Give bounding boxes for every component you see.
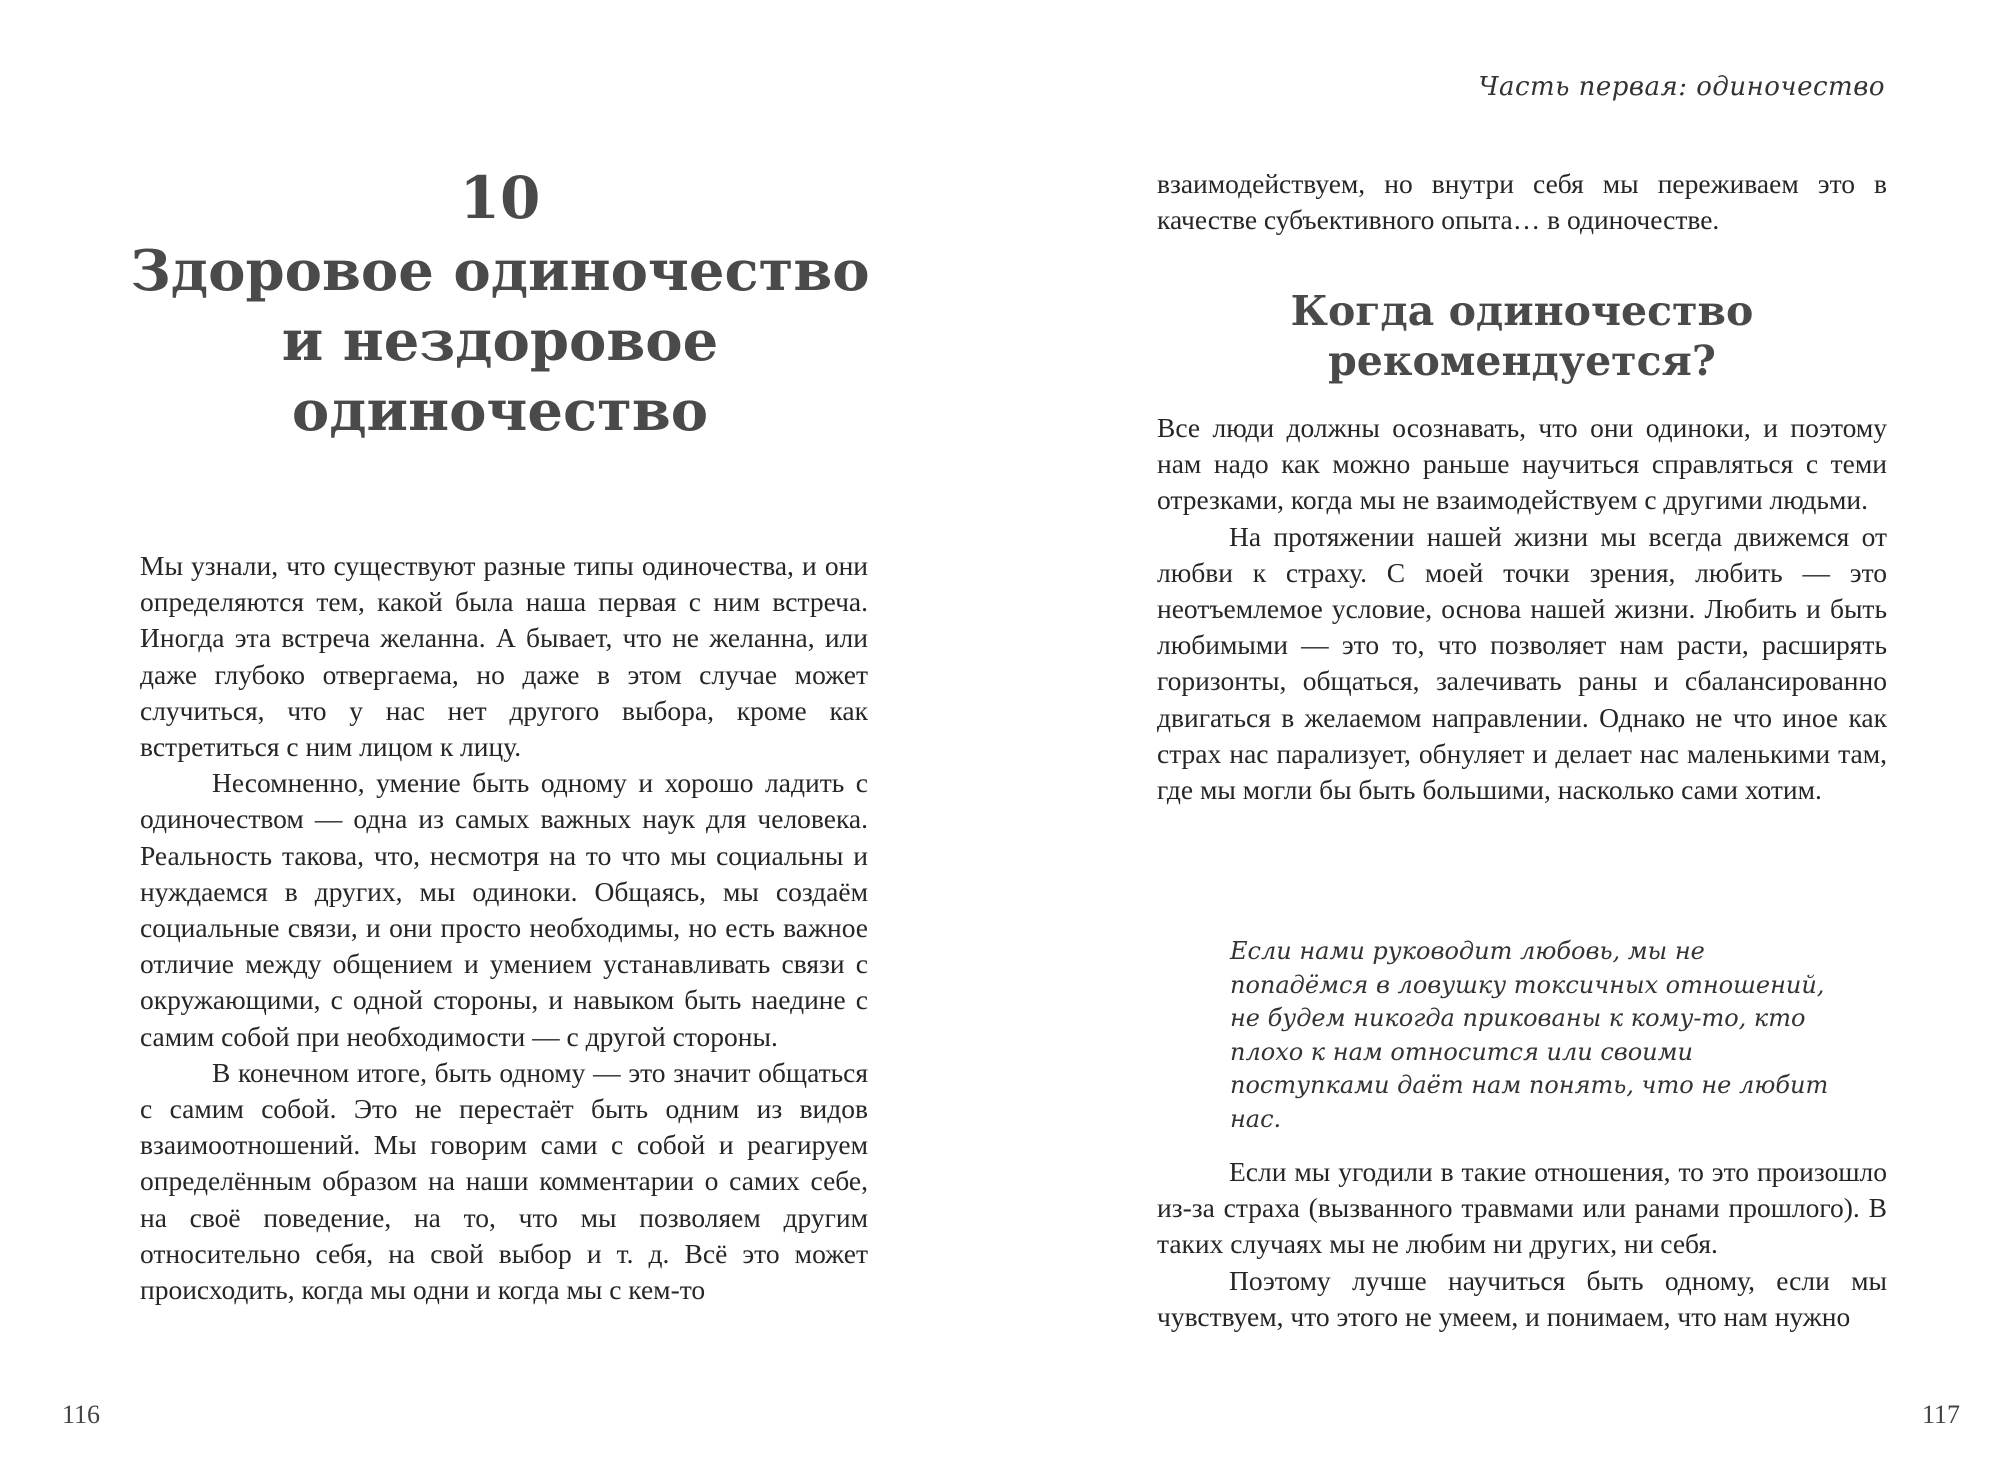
chapter-title-line-2: и нездоровое [281,308,719,374]
pull-quote: Если нами руководит любовь, мы не попадёмся в ловушку токсичных отношений, не будем никогда прикованы к кому-то, кто плохо к нам относится или своими поступками даёт нам понять, что не любит нас. [1230,937,1829,1133]
running-head: Часть первая: одиночество [1478,72,1885,102]
right-page [1000,0,2000,1462]
left-body-text [140,548,868,1308]
right-body-text-continued [1157,1154,1887,1335]
paragraph: Несомненно, умение быть одному и хорошо ладить с одиночеством — одна из самых важных наук для человека. Реальность такова, что, несмотря на то что мы социальны и нуждаемся в других, мы одиноки. Общаясь, мы создаём социальные связи, и они просто необходимы, но есть важное отличие между общением и умением устанавливать связи с окружающими, с одной стороны, и навыком быть наедине с самим собой при необходимости — с другой стороны. [140,767,868,1052]
paragraph: Поэтому лучше научиться быть одному, если мы чувствуем, что этого не умеем, и понимаем, что нам нужно [1157,1264,1887,1332]
chapter-heading [130,160,870,446]
section-heading-line-2: рекомендуется? [1328,337,1716,385]
page-number-left: 116 [62,1400,101,1429]
continuation-text [1157,166,1887,238]
paragraph: Если мы угодили в такие отношения, то это произошло из-за страха (вызванного травмами или ранами прошлого). В таких случаях мы не любим ни других, ни себя. [1157,1156,1887,1260]
chapter-title-line-1: Здоровое одиночество [130,238,870,304]
paragraph: В конечном итоге, быть одному — это значит общаться с самим собой. Это не перестаёт быть одним из видов взаимоотношений. Мы говорим сами с собой и реагируем определённым образом на наши комментарии о самих себе, на своё поведение, на то, что мы позволяем другим относительно себя, на свой выбор и т. д. Всё это может происходить, когда мы одни и когда мы с кем-то [140,1056,868,1306]
paragraph: Мы узнали, что существуют разные типы одиночества, и они определяются тем, какой была наша первая с ним встреча. Иногда эта встреча желанна. А бывает, что не желанна, или даже глубоко отвергаема, но даже в этом случае может случиться, что у нас нет другого выбора, кроме как встретиться с ним лицом к лицу. [140,550,868,763]
paragraph: взаимодействуем, но внутри себя мы переживаем это в качестве субъективного опыта… в одиночестве. [1157,168,1887,236]
section-heading-line-1: Когда одиночество [1290,287,1754,335]
chapter-number: 10 [459,164,541,232]
chapter-title-line-3: одиночество [291,378,709,444]
paragraph: На протяжении нашей жизни мы всегда движемся от любви к страху. С моей точки зрения, любить — это неотъемлемое условие, основа нашей жизни. Любить и быть любимыми — это то, что позволяет нам расти, расширять горизонты, общаться, залечивать раны и сбалансированно двигаться в желаемом направлении. Однако не что иное как страх нас парализует, обнуляет и делает нас маленькими там, где мы могли бы быть большими, насколько сами хотим. [1157,520,1887,806]
section-heading [1157,286,1887,386]
paragraph: Все люди должны осознавать, что они одиноки, и поэтому нам надо как можно раньше научиться справляться с теми отрезками, когда мы не взаимодействуем с другими людьми. [1157,412,1887,516]
right-body-text [1157,410,1887,808]
page-number-right: 117 [1921,1400,1960,1429]
